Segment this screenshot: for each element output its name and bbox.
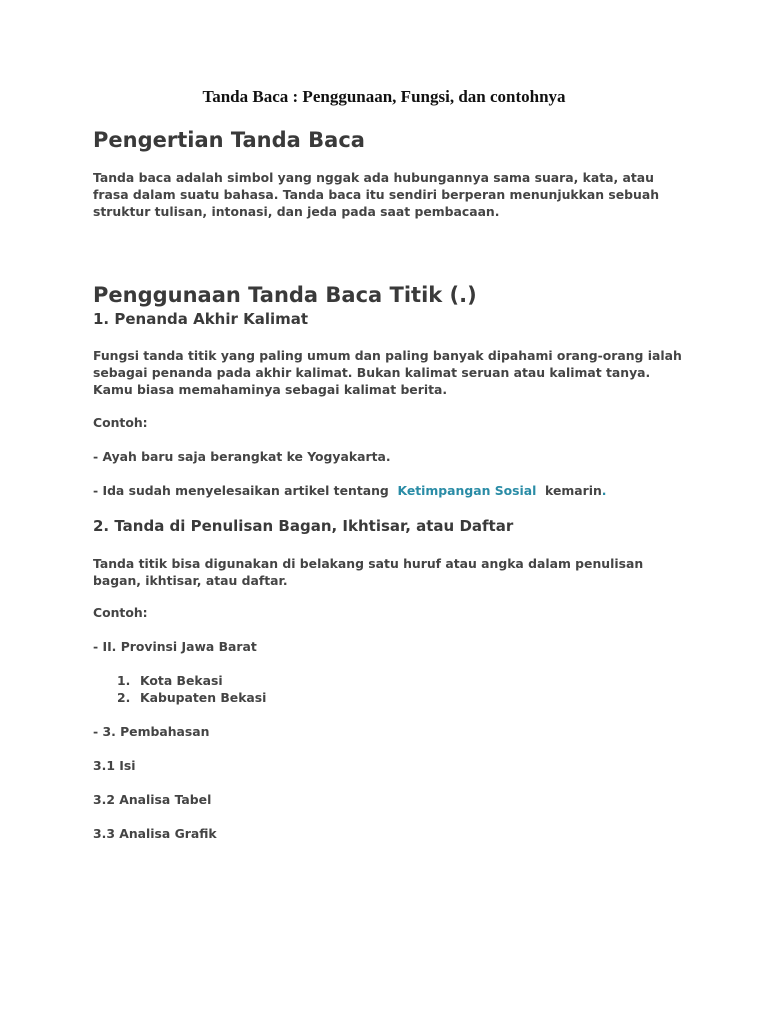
ordered-list-number: 1. <box>117 673 131 688</box>
example-period: . <box>601 483 607 498</box>
list-item: - II. Provinsi Jawa Barat <box>93 639 257 654</box>
example-text-end: kemarin <box>545 483 602 498</box>
example-text: - Ida sudah menyelesaikan artikel tentang <box>93 483 389 498</box>
document-title: Tanda Baca : Penggunaan, Fungsi, dan contohnya <box>202 87 566 106</box>
subheading-penanda-akhir-kalimat: 1. Penanda Akhir Kalimat <box>93 310 309 328</box>
example-item: - Ayah baru saja berangkat ke Yogyakarta. <box>93 449 391 464</box>
paragraph-pengertian: Tanda baca adalah simbol yang nggak ada hubungannya sama suara, kata, atau frasa dalam suatu bahasa. Tanda baca itu sendiri berperan menunjukkan sebuah struktur tulisan, intonasi, dan jeda pada saat pembacaan. <box>93 170 660 219</box>
list-item: 3.3 Analisa Grafik <box>93 826 217 841</box>
list-item: - 3. Pembahasan <box>93 724 210 739</box>
example-label: Contoh: <box>93 605 148 620</box>
section-heading-pengertian: Pengertian Tanda Baca <box>93 128 365 152</box>
subheading-penulisan-bagan: 2. Tanda di Penulisan Bagan, Ikhtisar, atau Daftar <box>93 517 514 535</box>
list-item: 3.2 Analisa Tabel <box>93 792 212 807</box>
paragraph-penulisan-bagan: Tanda titik bisa digunakan di belakang satu huruf atau angka dalam penulisan bagan, ikhtisar, atau daftar. <box>93 556 644 588</box>
ordered-list-item: Kota Bekasi <box>140 673 223 688</box>
section-heading-penggunaan-titik: Penggunaan Tanda Baca Titik (.) <box>93 283 477 307</box>
example-label: Contoh: <box>93 415 148 430</box>
ordered-list-number: 2. <box>117 690 131 705</box>
list-item: 3.1 Isi <box>93 758 136 773</box>
ketimpangan-sosial-link[interactable]: Ketimpangan Sosial <box>397 483 537 498</box>
ordered-list-item: Kabupaten Bekasi <box>140 690 267 705</box>
example-item-with-link <box>93 483 607 498</box>
paragraph-penanda-akhir-kalimat: Fungsi tanda titik yang paling umum dan paling banyak dipahami orang-orang ialah sebagai penanda pada akhir kalimat. Bukan kalimat seruan atau kalimat tanya. Kamu biasa memahaminya sebagai kalimat berita. <box>93 348 682 397</box>
